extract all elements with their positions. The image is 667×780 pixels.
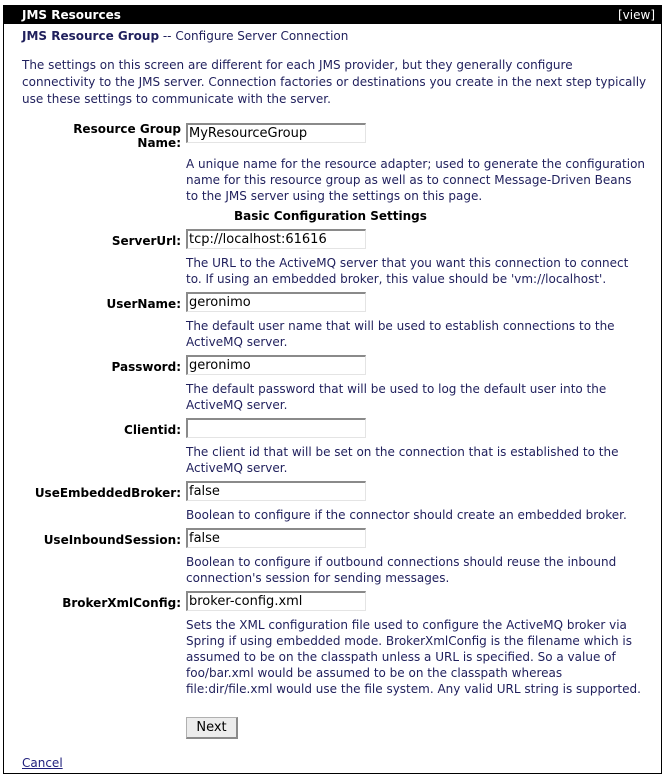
username-label: UserName: [106, 297, 181, 311]
section-title: Basic Configuration Settings [234, 209, 427, 223]
serverurl-input[interactable]: tcp://localhost:61616 [186, 229, 366, 249]
use-embedded-broker-input[interactable]: false [186, 481, 366, 501]
jms-resources-panel [3, 5, 662, 774]
page-heading [22, 29, 348, 43]
resource-group-name-input[interactable]: MyResourceGroup [186, 123, 366, 143]
use-inbound-session-description: Boolean to configure if outbound connections should reuse the inbound connection's session for sending messages. [186, 555, 617, 585]
clientid-label: Clientid: [124, 423, 181, 437]
page-heading-subtitle: -- Configure Server Connection [159, 29, 349, 43]
intro-text: The settings on this screen are different for each JMS provider, but they generally configure connectivity to the JMS server. Connection factories or destinations you create in the next step typically use these settings to communicate with the server. [22, 58, 647, 106]
password-input[interactable]: geronimo [186, 355, 366, 375]
broker-xml-config-input[interactable]: broker-config.xml [186, 591, 366, 611]
resource-group-name-label: Resource Group Name: [73, 122, 181, 150]
clientid-description: The client id that will be set on the connection that is established to the ActiveMQ server. [186, 445, 619, 475]
next-button[interactable]: Next [186, 717, 238, 739]
view-link[interactable]: [view] [618, 8, 655, 22]
panel-title: JMS Resources [22, 8, 121, 22]
cancel-link[interactable]: Cancel [22, 756, 63, 770]
page-heading-bold: JMS Resource Group [22, 29, 160, 43]
clientid-input[interactable] [186, 418, 366, 438]
password-description: The default password that will be used to log the default user into the ActiveMQ server. [186, 382, 607, 412]
username-input[interactable]: geronimo [186, 292, 366, 312]
username-description: The default user name that will be used to establish connections to the ActiveMQ server. [186, 319, 615, 349]
use-inbound-session-input[interactable]: false [186, 528, 366, 548]
panel-titlebar [4, 6, 661, 24]
serverurl-label: ServerUrl: [111, 234, 181, 248]
password-label: Password: [111, 360, 181, 374]
use-inbound-session-label: UseInboundSession: [43, 533, 181, 547]
resource-group-name-description: A unique name for the resource adapter; used to generate the configuration name for this resource group as well as to connect Message-Driven Beans to the JMS server using the settings on this page. [186, 157, 646, 203]
use-embedded-broker-description: Boolean to configure if the connector should create an embedded broker. [186, 508, 627, 522]
broker-xml-config-description: Sets the XML configuration file used to configure the ActiveMQ broker via Spring if using embedded mode. BrokerXmlConfig is the filename which is assumed to be on the classpath unless a URL is specified. So a value of foo/bar.xml would be assumed to be on the classpath whereas file:dir/file.xml would use the file system. Any valid URL string is supported. [186, 618, 641, 696]
serverurl-description: The URL to the ActiveMQ server that you want this connection to connect to. If using an embedded broker, this value should be 'vm://localhost'. [186, 256, 629, 286]
use-embedded-broker-label: UseEmbeddedBroker: [34, 486, 181, 500]
broker-xml-config-label: BrokerXmlConfig: [62, 596, 181, 610]
